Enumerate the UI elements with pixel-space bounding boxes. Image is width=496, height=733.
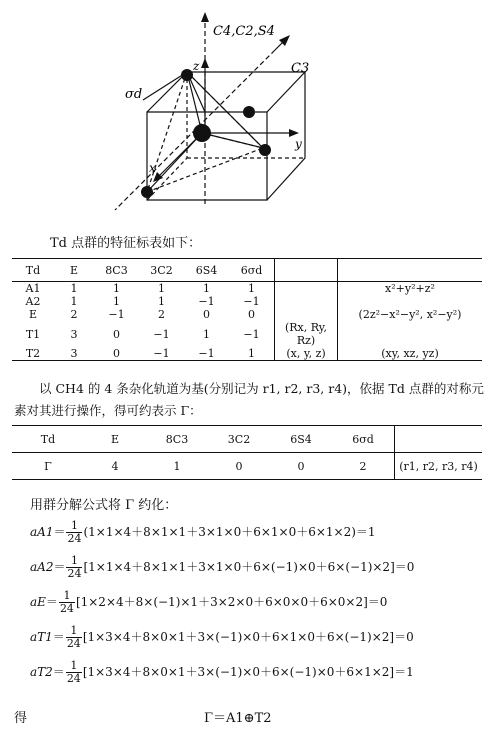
fraction-numerator: 1 [66, 520, 82, 533]
char-table-row [12, 347, 482, 361]
character-table [12, 258, 482, 361]
char-table-cell: 2 [70, 308, 78, 321]
header-cell: E [84, 426, 146, 453]
hydrogen-atom [181, 69, 193, 81]
reducible-representation-table [12, 425, 482, 480]
header-cell: 6σd [229, 259, 275, 282]
gamma-row [12, 453, 482, 480]
char-table-cell [338, 321, 483, 347]
header-cell: E [54, 259, 94, 282]
reduction-formula: aT1＝ $\frac{1}{24}$ [1×3×4＋8×0×1＋3×(−1)×0＋6×1×0＋6×(−1)×2]＝0 [30, 624, 414, 650]
formula-lhs: aT1 [30, 630, 53, 644]
char-table-cell: 1 [113, 282, 120, 295]
char-table-cell: 0 [248, 308, 255, 321]
char-table-cell: (Rx, Ry, Rz) [275, 321, 338, 347]
formula-body: (1×1×4＋8×1×1＋3×1×0＋6×1×0＋6×1×2)＝1 [83, 525, 376, 539]
char-table-cell: T1 [25, 327, 41, 341]
char-table-cell [275, 282, 338, 296]
char-table-cell: E [28, 308, 38, 321]
char-table-cell: 1 [203, 327, 210, 341]
header-cell: Td [12, 426, 84, 453]
char-table-cell: −1 [153, 327, 170, 341]
char-table-cell: 1 [113, 295, 120, 308]
header-cell: 8C3 [146, 426, 208, 453]
header-cell [395, 426, 483, 453]
header-cell: 3C2 [208, 426, 270, 453]
cube-front-face [147, 112, 267, 200]
header-cell: 3C2 [139, 259, 184, 282]
x-axis-label: x [149, 161, 156, 175]
fraction-numerator: 1 [66, 625, 82, 638]
char-table-row [12, 295, 482, 308]
char-table-cell: 0 [113, 327, 120, 341]
char-table-cell: 1 [248, 282, 255, 295]
formula-body: [1×2×4＋8×(−1)×1＋3×2×0＋6×0×0＋6×0×2]＝0 [75, 595, 388, 609]
gamma-cell: 0 [235, 459, 243, 473]
char-table-cell: 1 [70, 282, 78, 295]
char-table-cell: A2 [25, 295, 41, 308]
fraction-denominator: 24 [66, 672, 81, 685]
char-table-cell: 1 [248, 347, 255, 360]
gamma-cell: 2 [359, 459, 367, 473]
header-cell: 6σd [332, 426, 395, 453]
gamma-cell: 1 [173, 459, 181, 473]
c4-axis-label: C4,C2,S4 [213, 24, 275, 39]
char-table-cell: 2 [158, 308, 165, 321]
char-table-cell: −1 [198, 347, 215, 360]
char-table-cell: 1 [203, 282, 210, 295]
fraction [66, 625, 82, 650]
carbon-atom [193, 124, 211, 142]
cube-top-face [147, 72, 305, 112]
char-table-cell: 3 [70, 347, 78, 360]
char-table-cell: −1 [243, 327, 260, 341]
header-cell: Td [12, 259, 54, 282]
header-cell: 8C3 [94, 259, 139, 282]
fraction-numerator: 1 [59, 590, 75, 603]
header-cell: 6S4 [184, 259, 229, 282]
char-table-row [12, 308, 482, 321]
char-table-cell: A1 [25, 282, 41, 295]
formula-lhs: aA1 [30, 525, 54, 539]
char-table-cell: (2z²−x²−y², x²−y²) [338, 308, 483, 321]
tetrahedral-cube-figure [95, 0, 415, 215]
header-cell [275, 259, 338, 282]
header-cell: 6S4 [270, 426, 332, 453]
char-table-cell: 3 [70, 327, 78, 341]
de-label: 得 [14, 711, 28, 726]
char-table-header [12, 259, 482, 282]
gamma-cell: Γ [44, 459, 52, 473]
char-table-cell: (x, y, z) [275, 347, 338, 361]
hydrogen-atom [141, 186, 153, 198]
char-table-cell: −1 [153, 347, 170, 360]
gamma-cell: 0 [297, 459, 305, 473]
char-table-cell: T2 [25, 347, 41, 360]
fraction-denominator: 24 [67, 567, 82, 580]
sigma-d-label: σd [125, 87, 143, 102]
char-table-cell: 1 [158, 295, 165, 308]
char-table-cell: 0 [113, 347, 120, 360]
gamma-table-header [12, 426, 482, 453]
fraction-numerator: 1 [66, 660, 82, 673]
gamma-cell: (r1, r2, r3, r4) [395, 453, 483, 480]
char-table-cell: −1 [108, 308, 125, 321]
char-table-cell [338, 295, 483, 308]
char-table-cell: 1 [158, 282, 165, 295]
fraction [66, 520, 82, 545]
c3-axis-label: C3 [291, 61, 310, 76]
formula-body: [1×3×4＋8×0×1＋3×(−1)×0＋6×1×0＋6×(−1)×2]＝0 [82, 630, 414, 644]
header-cell [338, 259, 483, 282]
fraction-denominator: 24 [59, 602, 74, 615]
formula-lhs: aA2 [30, 560, 54, 574]
hybrid-orbital-paragraph: 以 CH4 的 4 条杂化轨道为基(分别记为 r1, r2, r3, r4)，依据 Td 点群的对称元素对其进行操作，得可约表示 Γ： [14, 381, 484, 418]
reduction-formula: aA1＝ $\frac{1}{24}$ (1×1×4＋8×1×1＋3×1×0＋6×1×0＋6×1×2)＝1 [30, 519, 376, 545]
char-table-caption: Td 点群的特征标表如下： [50, 236, 202, 251]
fraction [59, 590, 75, 615]
char-table-cell: −1 [243, 295, 260, 308]
hydrogen-atom [259, 144, 271, 156]
reduce-title: 用群分解公式将 Γ 约化： [30, 498, 178, 513]
formula-lhs: aT2 [30, 665, 53, 679]
z-axis-label: z [193, 59, 200, 73]
y-axis-label: y [295, 137, 302, 151]
char-table-cell: 1 [70, 295, 78, 308]
char-table-cell [275, 308, 338, 321]
reduction-formula: aE＝ $\frac{1}{24}$ [1×2×4＋8×(−1)×1＋3×2×0＋6×0×0＋6×0×2]＝0 [30, 589, 388, 615]
reduction-formula: aA2＝ $\frac{1}{24}$ [1×1×4＋8×1×1＋3×1×0＋6×(−1)×0＋6×(−1)×2]＝0 [30, 554, 415, 580]
fraction-numerator: 1 [66, 555, 82, 568]
hydrogen-atom [243, 106, 255, 118]
fraction [66, 660, 82, 685]
fraction-denominator: 24 [66, 637, 81, 650]
char-table-cell: 0 [203, 308, 210, 321]
fraction [66, 555, 82, 580]
fraction-denominator: 24 [67, 532, 82, 545]
formula-body: [1×1×4＋8×1×1＋3×1×0＋6×(−1)×0＋6×(−1)×2]＝0 [83, 560, 415, 574]
gamma-cell: 4 [111, 459, 119, 473]
char-table-row [12, 282, 482, 296]
formula-lhs: aE [30, 595, 46, 609]
result-equation: Γ＝A1⊕T2 [204, 711, 272, 726]
formula-body: [1×3×4＋8×0×1＋3×(−1)×0＋6×(−1)×0＋6×1×2]＝1 [82, 665, 414, 679]
char-table-cell: −1 [198, 295, 215, 308]
char-table-cell [275, 295, 338, 308]
char-table-cell: (xy, xz, yz) [338, 347, 483, 361]
reduction-formula: aT2＝ $\frac{1}{24}$ [1×3×4＋8×0×1＋3×(−1)×0＋6×(−1)×0＋6×1×2]＝1 [30, 659, 414, 685]
char-table-cell: x²+y²+z² [338, 282, 483, 296]
char-table-row [12, 321, 482, 347]
